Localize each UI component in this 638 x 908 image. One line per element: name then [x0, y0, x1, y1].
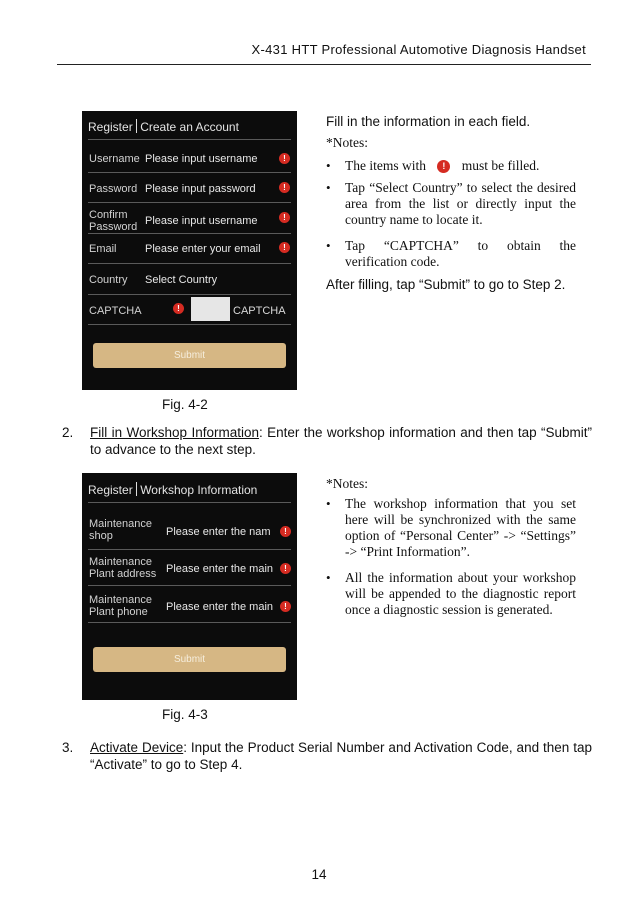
email-label: Email: [89, 243, 117, 255]
after-filling-text: After filling, tap “Submit” to go to Step 2.: [326, 277, 566, 292]
notes-label: *Notes:: [326, 135, 368, 150]
maintenance-shop-label: Maintenance shop: [89, 518, 152, 542]
required-icon: !: [279, 242, 290, 253]
step-3-text: Activate Device: Input the Product Serial Number and Activation Code, and then tap “Activate” to go to Step 4.: [90, 740, 592, 772]
field-divider: [88, 172, 291, 173]
workshop-info-screenshot: [82, 473, 297, 700]
title-divider: [88, 139, 291, 140]
captcha-label: CAPTCHA: [89, 305, 142, 317]
figure-caption: Fig. 4-3: [162, 707, 208, 722]
note-item: • All the information about your workshop will be appended to the diagnostic report once a diagnostic session is generated.: [326, 570, 576, 617]
step-number: 3.: [62, 740, 74, 755]
field-divider: [88, 622, 291, 623]
confirm-password-label: Confirm Password: [89, 209, 138, 233]
field-divider: [88, 585, 291, 586]
submit-button[interactable]: Submit: [93, 343, 286, 368]
plant-address-field[interactable]: Please enter the main: [166, 563, 274, 575]
fill-instruction: Fill in the information in each field.: [326, 114, 531, 129]
title-divider: [88, 502, 291, 503]
username-field[interactable]: Please input username: [145, 153, 258, 165]
header-rule: [57, 64, 591, 65]
step-link: Fill in Workshop Information: [90, 425, 259, 440]
register-account-screenshot: [82, 111, 297, 390]
note-item: • The workshop information that you set here will be synchronized with the same option of “Personal Center” -> “Settings” -> “Print Information”.: [326, 496, 576, 559]
bullet: •: [326, 238, 331, 253]
required-icon: !: [279, 212, 290, 223]
required-icon: !: [280, 526, 291, 537]
screen-title: Register Workshop Information: [88, 483, 258, 497]
required-icon: !: [279, 182, 290, 193]
page-number: 14: [311, 867, 327, 882]
required-icon: !: [280, 601, 291, 612]
required-icon: !: [437, 160, 450, 173]
step-2-text: Fill in Workshop Information: Enter the workshop information and then tap “Submit” to advance to the next step.: [90, 425, 592, 457]
country-select[interactable]: Select Country: [145, 274, 218, 286]
running-header: X-431 HTT Professional Automotive Diagnosis Handset: [251, 42, 586, 57]
bullet: •: [326, 158, 331, 173]
field-divider: [88, 202, 291, 203]
maintenance-shop-field[interactable]: Please enter the nam: [166, 526, 271, 538]
note-item: • Tap “Select Country” to select the desired area from the list or directly input the country name to locate it.: [326, 180, 576, 227]
step-number: 2.: [62, 425, 74, 440]
required-icon: !: [279, 153, 290, 164]
bullet: •: [326, 570, 331, 585]
email-field[interactable]: Please enter your email: [145, 243, 261, 255]
field-divider: [88, 324, 291, 325]
country-label: Country: [89, 274, 128, 286]
field-divider: [88, 233, 291, 234]
submit-button[interactable]: Submit: [93, 647, 286, 672]
captcha-input[interactable]: [191, 297, 230, 321]
notes-label: *Notes:: [326, 476, 368, 491]
field-divider: [88, 294, 291, 295]
username-label: Username: [89, 153, 140, 165]
plant-phone-label: Maintenance Plant phone: [89, 594, 152, 618]
bullet: •: [326, 180, 331, 195]
required-icon: !: [173, 303, 184, 314]
captcha-button[interactable]: CAPTCHA: [233, 305, 286, 317]
step-link: Activate Device: [90, 740, 184, 755]
field-divider: [88, 549, 291, 550]
plant-phone-field[interactable]: Please enter the main: [166, 601, 274, 613]
field-divider: [88, 263, 291, 264]
confirm-password-field[interactable]: Please input username: [145, 215, 258, 227]
screen-title: Register Create an Account: [88, 120, 239, 134]
password-label: Password: [89, 183, 138, 195]
plant-address-label: Maintenance Plant address: [89, 556, 157, 580]
required-icon: !: [280, 563, 291, 574]
note-item: • Tap “CAPTCHA” to obtain the verification code.: [326, 238, 576, 269]
password-field[interactable]: Please input password: [145, 183, 256, 195]
bullet: •: [326, 496, 331, 511]
figure-caption: Fig. 4-2: [162, 397, 208, 412]
